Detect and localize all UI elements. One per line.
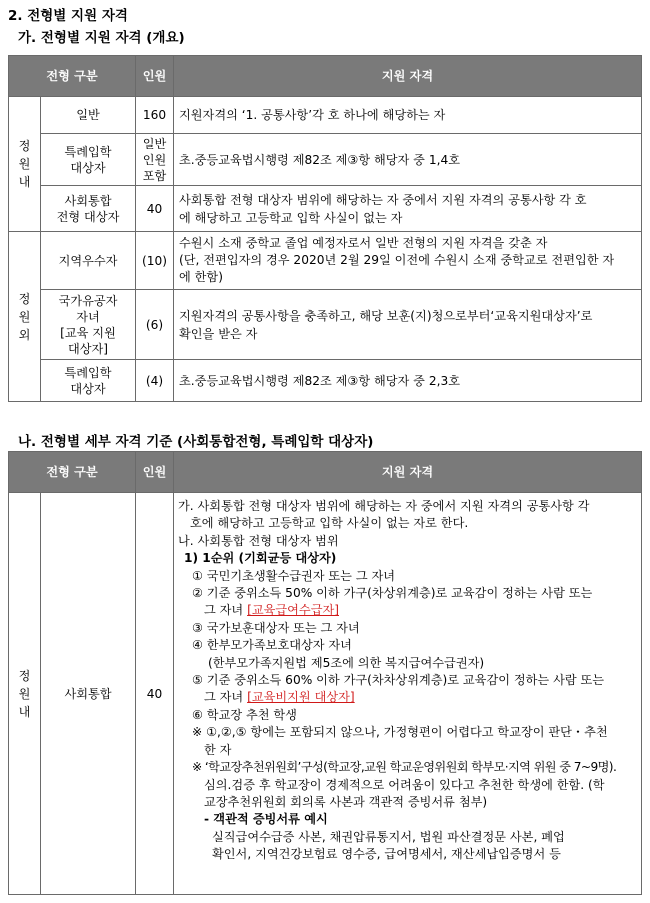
header-qualification: 지원 자격 [174, 56, 642, 97]
row-name: 사회통합 [41, 493, 136, 895]
detail-line: (한부모가족지원법 제5조에 의한 복지급여수급권자) [208, 655, 485, 670]
detail-line: ⑥ 학교장 추천 학생 [192, 707, 297, 722]
header-category: 전형 구분 [9, 452, 136, 493]
detail-qualification [174, 493, 642, 895]
table-row [9, 232, 642, 290]
detail-line: ③ 국가보훈대상자 또는 그 자녀 [192, 620, 360, 635]
row-qualification: 지원자격의 공통사항을 충족하고, 해당 보훈(지)청으로부터‘교육지원대상자’로 확인을 받은 자 [174, 290, 642, 360]
header-count: 인원 [136, 452, 174, 493]
table-header-row [9, 452, 642, 493]
qualification-detail-table [8, 451, 642, 895]
detail-line: 확인서, 지역건강보험료 영수증, 급여명세서, 재산세납입증명서 등 [212, 847, 561, 862]
row-count: 160 [136, 97, 174, 134]
group-label-in: 정 원 내 [9, 97, 41, 232]
detail-line: 나. 사회통합 전형 대상자 범위 [178, 533, 339, 548]
row-name: 특례입학 대상자 [41, 134, 136, 186]
detail-line: 그 자녀 [교육비지원 대상자] [204, 690, 355, 705]
table-row [9, 290, 642, 360]
group-label-in: 정 원 내 [9, 493, 41, 895]
detail-line: ④ 한부모가족보호대상자 자녀 [192, 638, 352, 653]
detail-line: ② 기준 중위소득 50% 이하 가구(차상위계층)로 교육감이 정하는 사람 또는 [192, 586, 593, 601]
detail-line: 가. 사회통합 전형 대상자 범위에 해당하는 자 중에서 지원 자격의 공통사항 각 [178, 499, 590, 513]
subsection-heading-overview: 가. 전형별 지원 자격 (개요) [18, 30, 185, 46]
table-row [9, 97, 642, 134]
table-row [9, 493, 642, 895]
detail-line: 심의.검증 후 학교장이 경제적으로 어려움이 있다고 추천한 학생에 한함. (학 [204, 777, 605, 792]
header-count: 인원 [136, 56, 174, 97]
detail-line: 1) 1순위 (기회균등 대상자) [184, 551, 337, 566]
table-row [9, 186, 642, 232]
row-qualification: 초.중등교육법시행령 제82조 제③항 해당자 중 2,3호 [174, 360, 642, 402]
row-count: (4) [136, 360, 174, 402]
detail-line: 실직급여수급증 사본, 채권압류통지서, 법원 파산결정문 사본, 폐업 [212, 829, 565, 844]
table-row [9, 360, 642, 402]
table-row [9, 134, 642, 186]
row-qualification: 지원자격의 ‘1. 공통사항’각 호 하나에 해당하는 자 [174, 97, 642, 134]
detail-line: ⑤ 기준 중위소득 60% 이하 가구(차차상위계층)로 교육감이 정하는 사람 또는 [192, 673, 605, 688]
row-count: 40 [136, 493, 174, 895]
header-category: 전형 구분 [9, 56, 136, 97]
row-name: 사회통합 전형 대상자 [41, 186, 136, 232]
detail-line: 한 자 [204, 742, 232, 757]
row-count: 일반 인원 포함 [136, 134, 174, 186]
detail-line: 그 자녀 [교육급여수급자] [204, 603, 339, 618]
detail-line: ※ ①,②,⑤ 항에는 포함되지 않으나, 가정형편이 어렵다고 학교장이 판단・추천 [192, 725, 608, 740]
subsection-heading-detail: 나. 전형별 세부 자격 기준 (사회통합전형, 특례입학 대상자) [18, 434, 374, 450]
row-count: 40 [136, 186, 174, 232]
table-header-row [9, 56, 642, 97]
row-name: 지역우수자 [41, 232, 136, 290]
row-count: (6) [136, 290, 174, 360]
detail-line: - 객관적 증빙서류 예시 [204, 812, 328, 827]
header-qualification: 지원 자격 [174, 452, 642, 493]
row-count: (10) [136, 232, 174, 290]
row-name: 특례입학 대상자 [41, 360, 136, 402]
row-qualification: 수원시 소재 중학교 졸업 예정자로서 일반 전형의 지원 자격을 갖춘 자 (단, 전편입자의 경우 2020년 2월 29일 이전에 수원시 소재 중학교로 전편입한 자 에 한함) [174, 232, 642, 290]
row-name: 국가유공자 자녀 [교육 지원 대상자] [41, 290, 136, 360]
detail-line: 호에 해당하고 고등학교 입학 사실이 없는 자로 한다. [190, 516, 469, 531]
qualification-overview-table [8, 55, 642, 402]
section-heading: 2. 전형별 지원 자격 [8, 8, 128, 24]
detail-line: ※ ‘학교장추천위원회’구성(학교장,교원 학교운영위원회 학부모·지역 위원 중 7~9명). [192, 760, 617, 775]
row-qualification: 초.중등교육법시행령 제82조 제③항 해당자 중 1,4호 [174, 134, 642, 186]
detail-line: ① 국민기초생활수급권자 또는 그 자녀 [192, 568, 396, 583]
group-label-out: 정 원 외 [9, 232, 41, 402]
row-qualification: 사회통합 전형 대상자 범위에 해당하는 자 중에서 지원 자격의 공통사항 각 호 에 해당하고 고등학교 입학 사실이 없는 자 [174, 186, 642, 232]
detail-line: 교장추천위원회 회의록 사본과 객관적 증빙서류 첨부) [204, 794, 488, 809]
row-name: 일반 [41, 97, 136, 134]
